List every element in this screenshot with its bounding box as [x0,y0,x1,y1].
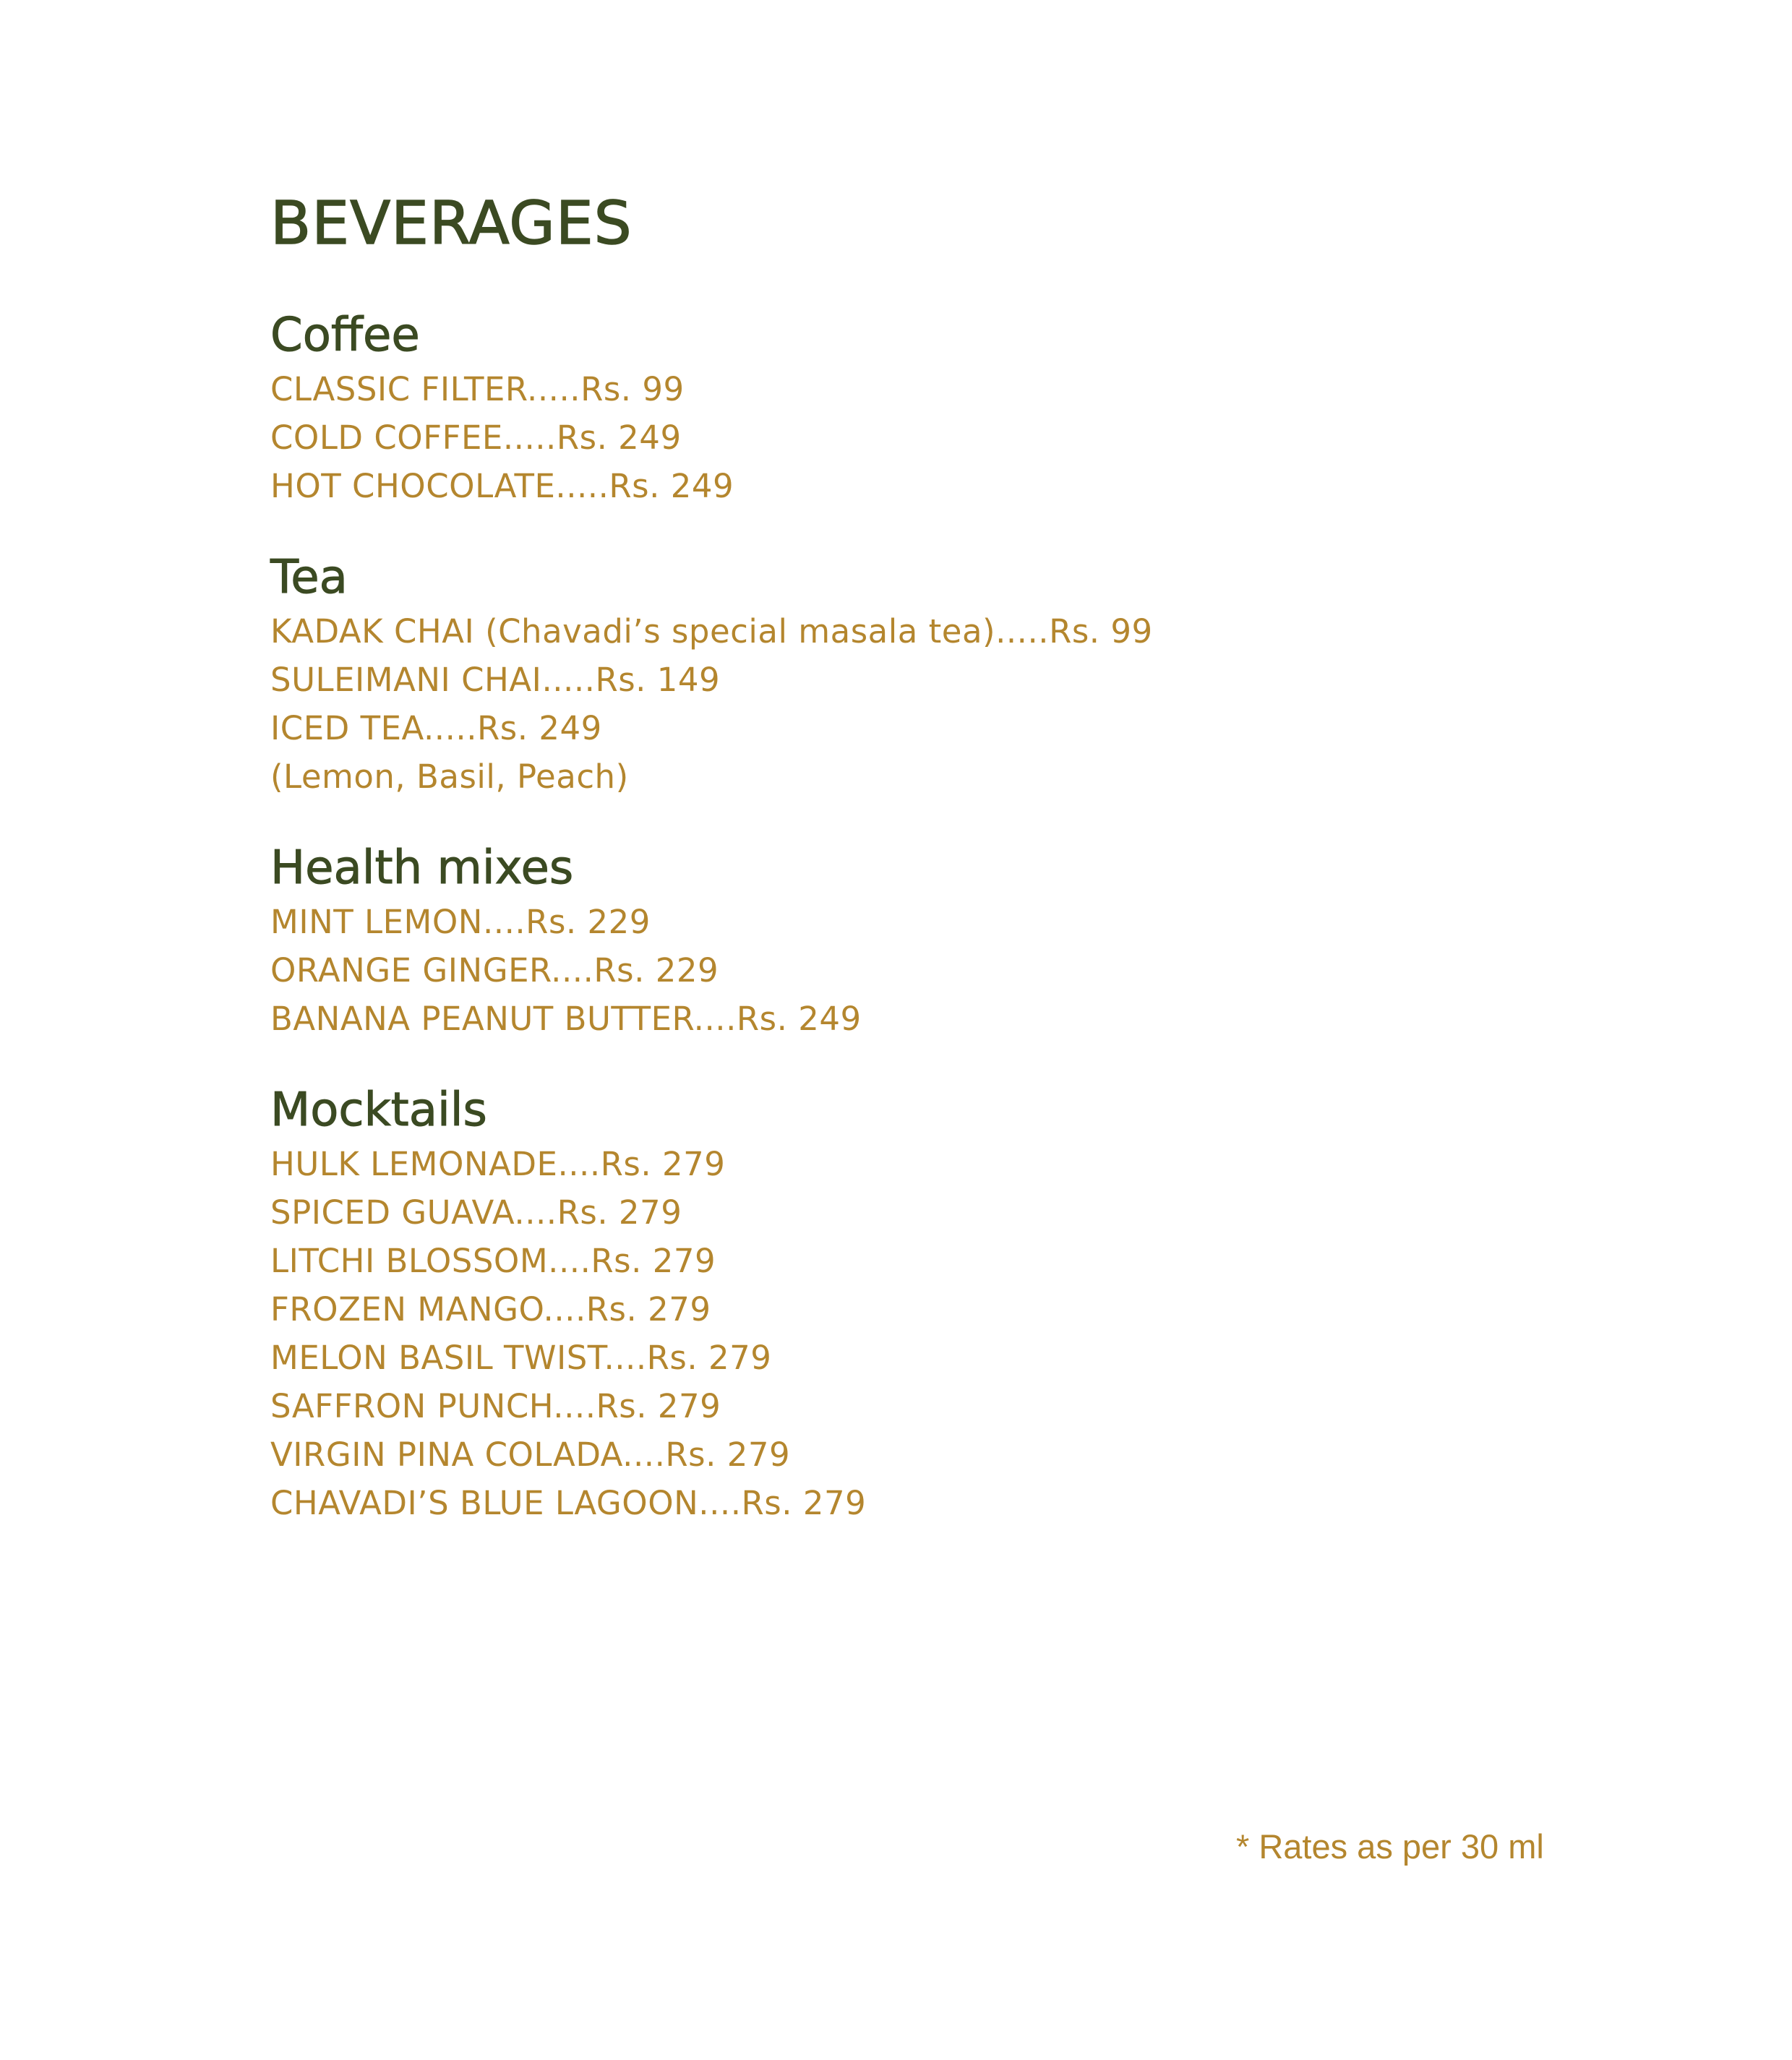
menu-item: ICED TEA.....Rs. 249 [270,709,602,747]
section-heading-tea: Tea [270,551,348,604]
menu-item: BANANA PEANUT BUTTER....Rs. 249 [270,1000,862,1038]
menu-item: SAFFRON PUNCH....Rs. 279 [270,1387,721,1425]
rates-footnote: * Rates as per 30 ml [1236,1827,1544,1866]
section-coffee [270,306,1499,510]
section-heading-health-mixes: Health mixes [270,841,574,895]
menu-item: CHAVADI’S BLUE LAGOON....Rs. 279 [270,1484,867,1522]
item-list-mocktails [270,1140,1499,1527]
menu-item: MELON BASIL TWIST....Rs. 279 [270,1339,772,1377]
section-spacer [270,801,1499,838]
item-list-coffee [270,365,1499,510]
menu-item: KADAK CHAI (Chavadi’s special masala tea).....Rs. 99 [270,612,1153,651]
section-heading-mocktails: Mocktails [270,1083,487,1137]
item-list-tea [270,607,1499,801]
menu-item: COLD COFFEE.....Rs. 249 [270,419,682,457]
menu-item: MINT LEMON....Rs. 229 [270,903,651,941]
section-heading-coffee: Coffee [270,309,420,362]
menu-item: SULEIMANI CHAI.....Rs. 149 [270,661,721,699]
menu-item: FROZEN MANGO....Rs. 279 [270,1290,711,1329]
menu-item: HOT CHOCOLATE.....Rs. 249 [270,467,734,505]
menu-item: SPICED GUAVA....Rs. 279 [270,1193,682,1232]
menu-item: LITCHI BLOSSOM....Rs. 279 [270,1242,716,1280]
section-tea [270,548,1499,801]
title-spacer [270,264,1499,306]
menu-item-note: (Lemon, Basil, Peach) [270,758,629,796]
section-mocktails [270,1081,1499,1527]
menu-item: CLASSIC FILTER.....Rs. 99 [270,370,685,408]
section-health-mixes [270,838,1499,1043]
beverages-menu [270,184,1499,1527]
menu-item: ORANGE GINGER....Rs. 229 [270,951,719,990]
menu-item: VIRGIN PINA COLADA....Rs. 279 [270,1435,791,1474]
item-list-health-mixes [270,898,1499,1043]
menu-item: HULK LEMONADE....Rs. 279 [270,1145,726,1183]
section-spacer [270,510,1499,548]
section-spacer [270,1043,1499,1081]
page-title: BEVERAGES [270,189,633,258]
